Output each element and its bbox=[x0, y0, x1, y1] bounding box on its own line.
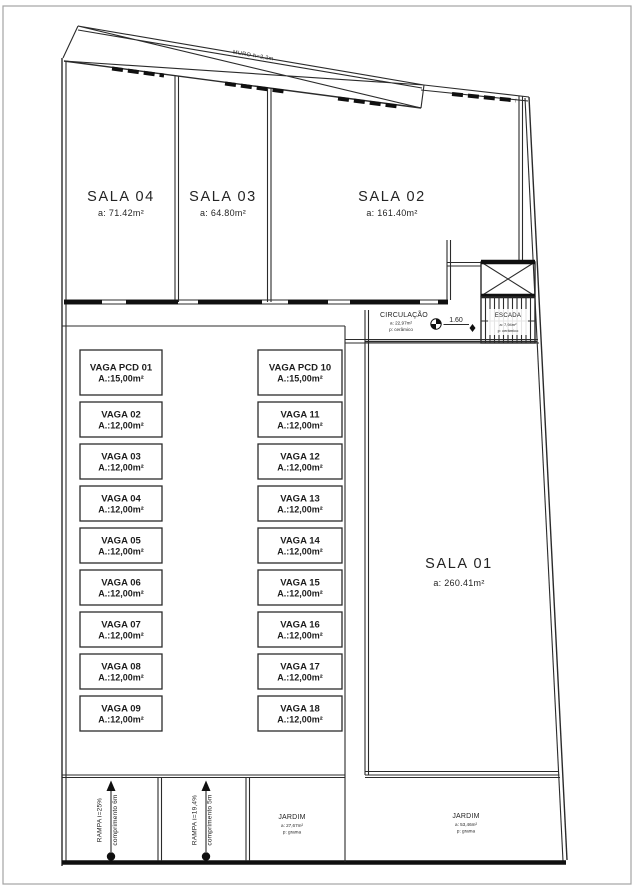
vaga-column-right bbox=[258, 350, 342, 731]
vaga-label: VAGA PCD 01 bbox=[89, 362, 153, 374]
vaga-label: VAGA 05 bbox=[101, 535, 141, 547]
vaga-label: VAGA 03 bbox=[101, 451, 141, 463]
vaga-area: A.:12,00m² bbox=[277, 714, 323, 725]
stairs-floor: p: cerâmico bbox=[497, 328, 519, 333]
vaga-label: VAGA 04 bbox=[101, 493, 141, 505]
ramp-2-length: comprimento 5m bbox=[206, 794, 214, 846]
vaga-label: VAGA 02 bbox=[101, 409, 141, 421]
vaga-area: A.:12,00m² bbox=[98, 420, 144, 431]
vaga-area: A.:12,00m² bbox=[98, 630, 144, 641]
vaga-label: VAGA 09 bbox=[101, 703, 141, 715]
window-hatch-icon bbox=[112, 69, 516, 107]
stairs-label: ESCADA bbox=[494, 313, 522, 319]
vaga-area: A.:12,00m² bbox=[98, 462, 144, 473]
vaga-label: VAGA 13 bbox=[280, 493, 320, 505]
jardim-right bbox=[452, 813, 479, 834]
vaga-label: VAGA 12 bbox=[280, 451, 320, 463]
vaga-label: VAGA 14 bbox=[280, 535, 320, 547]
vaga-area: A.:12,00m² bbox=[98, 504, 144, 515]
vaga-column-left bbox=[80, 350, 162, 731]
stairs-hatch bbox=[481, 297, 535, 343]
jardim-right-label: JARDIM bbox=[452, 813, 480, 820]
sala-01-area: a: 260.41m² bbox=[433, 578, 485, 588]
vaga-area: A.:12,00m² bbox=[98, 546, 144, 557]
ramp-2 bbox=[192, 781, 214, 861]
sala-02-label: SALA 02 bbox=[358, 189, 426, 205]
vaga-area: A.:12,00m² bbox=[277, 504, 323, 515]
jardim-left-floor: p: grama bbox=[282, 829, 302, 835]
vaga-label: VAGA PCD 10 bbox=[268, 362, 332, 374]
circulation-info bbox=[380, 310, 475, 332]
ramp-2-label: RAMPA i=19,4% bbox=[191, 794, 199, 846]
vaga-label: VAGA 17 bbox=[280, 661, 320, 673]
sala-03-label: SALA 03 bbox=[189, 189, 257, 205]
vaga-label: VAGA 06 bbox=[101, 577, 141, 589]
circulacao-area: a: 22,97m² bbox=[390, 320, 412, 326]
vaga-area: A.:12,00m² bbox=[277, 546, 323, 557]
muro-label: MURO h=2,2m bbox=[232, 49, 274, 63]
bottom-strip-walls bbox=[62, 778, 560, 862]
ramp-1-label: RAMPA i=25% bbox=[96, 797, 104, 843]
jardim-left bbox=[278, 814, 305, 835]
jardim-right-floor: p: grama bbox=[456, 828, 476, 834]
vaga-area: A.:12,00m² bbox=[98, 714, 144, 725]
stairs-area: a: 7,94m² bbox=[499, 322, 517, 327]
circulacao-floor: p: cerâmico bbox=[389, 327, 413, 332]
sala-04-label: SALA 04 bbox=[87, 189, 155, 205]
jardim-left-area: a: 27,67m² bbox=[281, 823, 303, 828]
jardim-left-label: JARDIM bbox=[278, 814, 306, 821]
jardim-right-area: a: 53,46m² bbox=[455, 822, 477, 827]
sala-03-area: a: 64.80m² bbox=[199, 208, 247, 218]
vaga-area: A.:12,00m² bbox=[277, 588, 323, 599]
ramp-1 bbox=[97, 781, 120, 861]
sala-01-label: SALA 01 bbox=[425, 556, 493, 572]
vaga-area: A.:12,00m² bbox=[277, 630, 323, 641]
door-pivot-icon bbox=[470, 324, 476, 332]
elevator-shaft bbox=[481, 262, 535, 296]
vaga-label: VAGA 11 bbox=[280, 409, 320, 421]
circulacao-label: CIRCULAÇÃO bbox=[380, 312, 428, 319]
sala-02-area: a: 161.40m² bbox=[366, 208, 418, 218]
vaga-area: A.:12,00m² bbox=[98, 588, 144, 599]
vaga-label: VAGA 18 bbox=[280, 703, 320, 715]
vaga-area: A.:12,00m² bbox=[277, 420, 323, 431]
vaga-label: VAGA 16 bbox=[280, 619, 320, 631]
vaga-label: VAGA 07 bbox=[101, 619, 141, 631]
sheet-border bbox=[3, 6, 631, 884]
vaga-area: A.:12,00m² bbox=[98, 672, 144, 683]
vaga-area: A.:12,00m² bbox=[277, 462, 323, 473]
vaga-area: A.:15,00m² bbox=[98, 373, 144, 384]
ramp-1-length: comprimento 6m bbox=[112, 794, 119, 846]
level-value: 1.60 bbox=[449, 317, 463, 324]
vaga-area: A.:15,00m² bbox=[277, 373, 323, 384]
vaga-label: VAGA 08 bbox=[101, 661, 141, 673]
vaga-label: VAGA 15 bbox=[280, 577, 320, 589]
sala-04-area: a: 71.42m² bbox=[97, 208, 145, 218]
vaga-area: A.:12,00m² bbox=[277, 672, 323, 683]
